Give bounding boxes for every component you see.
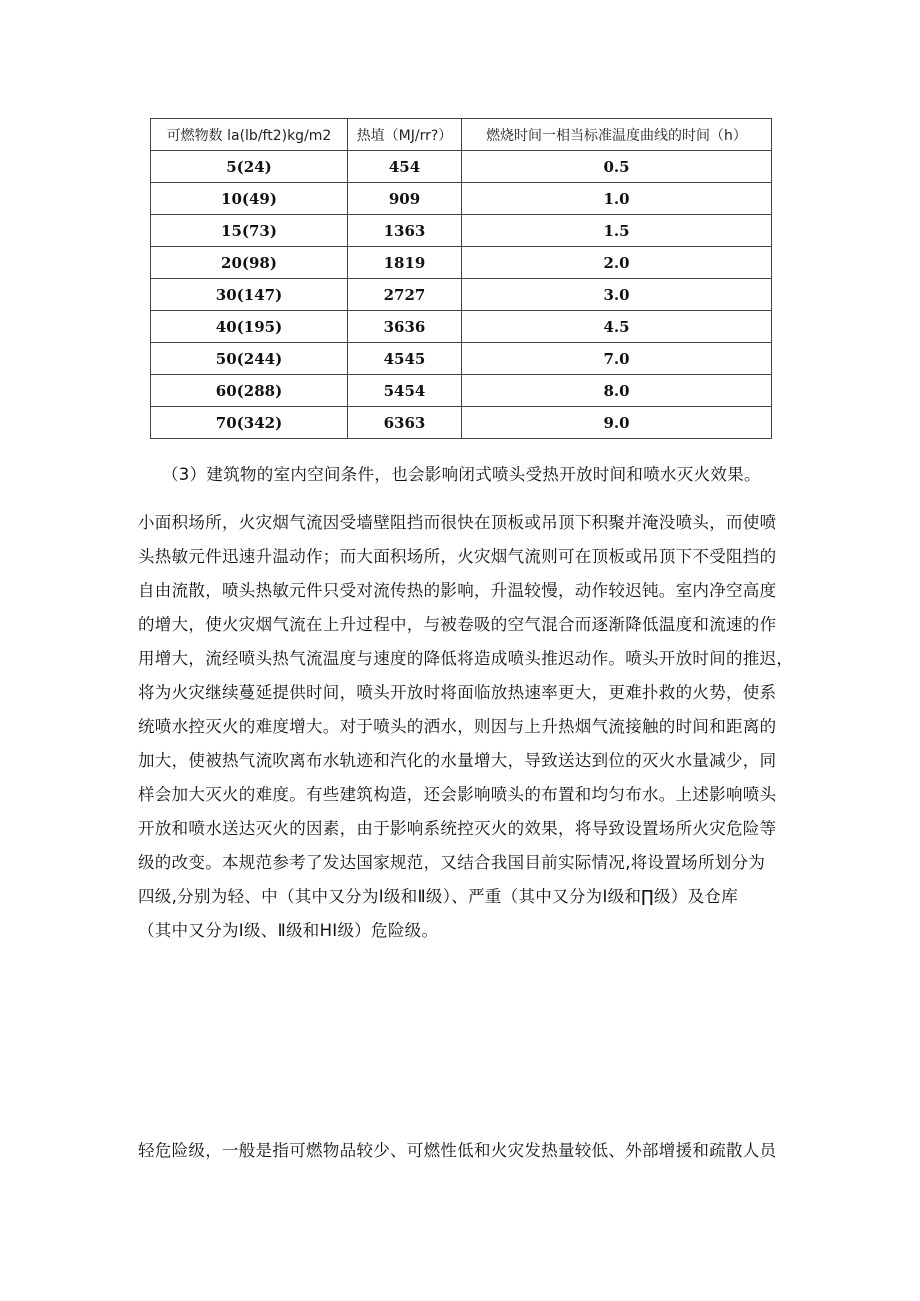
- cell-fuel-load: 40(195): [151, 311, 348, 343]
- intro-paragraph: [162, 458, 782, 492]
- body-line: 四级,分别为轻、中（其中又分为Ⅰ级和Ⅱ级）、严重（其中又分为Ⅰ级和∏级）及仓库: [138, 887, 739, 906]
- light-hazard-line: 轻危险级，一般是指可燃物品较少、可燃性低和火灾发热量较低、外部增援和疏散人员: [138, 1141, 777, 1160]
- cell-burn-time: 1.5: [462, 215, 772, 247]
- body-line: 将为火灾继续蔓延提供时间，喷头开放时将面临放热速率更大，更难扑救的火势，使系: [138, 683, 777, 702]
- body-line: 统喷水控灭火的难度增大。对于喷头的洒水，则因与上升热烟气流接触的时间和距离的: [138, 717, 777, 736]
- body-line: 用增大，流经喷头热气流温度与速度的降低将造成喷头推迟动作。喷头开放时间的推迟，: [138, 649, 794, 668]
- header-fuel-load: 可燃物数 la(lb/ft2)kg/m2: [151, 119, 348, 151]
- cell-heat-value: 2727: [348, 279, 462, 311]
- cell-burn-time: 8.0: [462, 375, 772, 407]
- cell-heat-value: 3636: [348, 311, 462, 343]
- header-burn-time: 燃烧时间一相当标准温度曲线的时间（h）: [462, 119, 772, 151]
- cell-burn-time: 1.0: [462, 183, 772, 215]
- cell-burn-time: 0.5: [462, 151, 772, 183]
- body-line: 加大，使被热气流吹离布水轨迹和汽化的水量增大，导致送达到位的灭火水量减少，同: [138, 751, 777, 770]
- table-row: [151, 151, 772, 183]
- table-row: [151, 407, 772, 439]
- intro-line: （3）建筑物的室内空间条件，也会影响闭式喷头受热开放时间和喷水灭火效果。: [162, 465, 761, 484]
- body-line: 的增大，使火灾烟气流在上升过程中，与被卷吸的空气混合而逐渐降低温度和流速的作: [138, 615, 777, 634]
- table-row: [151, 343, 772, 375]
- table-row: [151, 247, 772, 279]
- cell-fuel-load: 20(98): [151, 247, 348, 279]
- cell-heat-value: 6363: [348, 407, 462, 439]
- table-header-row: [151, 119, 772, 151]
- cell-heat-value: 4545: [348, 343, 462, 375]
- table-row: [151, 375, 772, 407]
- table-row: [151, 279, 772, 311]
- cell-heat-value: 5454: [348, 375, 462, 407]
- table-row: [151, 215, 772, 247]
- cell-fuel-load: 60(288): [151, 375, 348, 407]
- fire-load-table: [150, 118, 772, 439]
- cell-fuel-load: 70(342): [151, 407, 348, 439]
- cell-heat-value: 909: [348, 183, 462, 215]
- body-line: 小面积场所，火灾烟气流因受墙壁阻挡而很快在顶板或吊顶下积聚并淹没喷头，而使喷: [138, 513, 777, 532]
- cell-heat-value: 454: [348, 151, 462, 183]
- table-row: [151, 311, 772, 343]
- body-line: 样会加大灭火的难度。有些建筑构造，还会影响喷头的布置和均匀布水。上述影响喷头: [138, 785, 777, 804]
- cell-burn-time: 7.0: [462, 343, 772, 375]
- cell-heat-value: 1363: [348, 215, 462, 247]
- cell-burn-time: 3.0: [462, 279, 772, 311]
- cell-burn-time: 9.0: [462, 407, 772, 439]
- cell-fuel-load: 30(147): [151, 279, 348, 311]
- header-heat-value: 热埴（MJ/rr?）: [348, 119, 462, 151]
- cell-fuel-load: 5(24): [151, 151, 348, 183]
- body-line: 开放和喷水送达灭火的因素，由于影响系统控灭火的效果，将导致设置场所火灾危险等: [138, 819, 777, 838]
- body-line: 头热敏元件迅速升温动作；而大面积场所，火灾烟气流则可在顶板或吊顶下不受阻挡的: [138, 547, 777, 566]
- cell-heat-value: 1819: [348, 247, 462, 279]
- table-row: [151, 183, 772, 215]
- cell-fuel-load: 15(73): [151, 215, 348, 247]
- cell-fuel-load: 50(244): [151, 343, 348, 375]
- cell-burn-time: 4.5: [462, 311, 772, 343]
- body-paragraph: [138, 506, 794, 948]
- body-line: 自由流散，喷头热敏元件只受对流传热的影响，升温较慢，动作较迟钝。室内净空高度: [138, 581, 777, 600]
- body-line: （其中又分为Ⅰ级、Ⅱ级和HI级）危险级。: [138, 921, 439, 940]
- body-line: 级的改变。本规范参考了发达国家规范，又结合我国目前实际情况,将设置场所划分为: [138, 853, 766, 872]
- cell-burn-time: 2.0: [462, 247, 772, 279]
- cell-fuel-load: 10(49): [151, 183, 348, 215]
- light-hazard-paragraph: [138, 1134, 783, 1168]
